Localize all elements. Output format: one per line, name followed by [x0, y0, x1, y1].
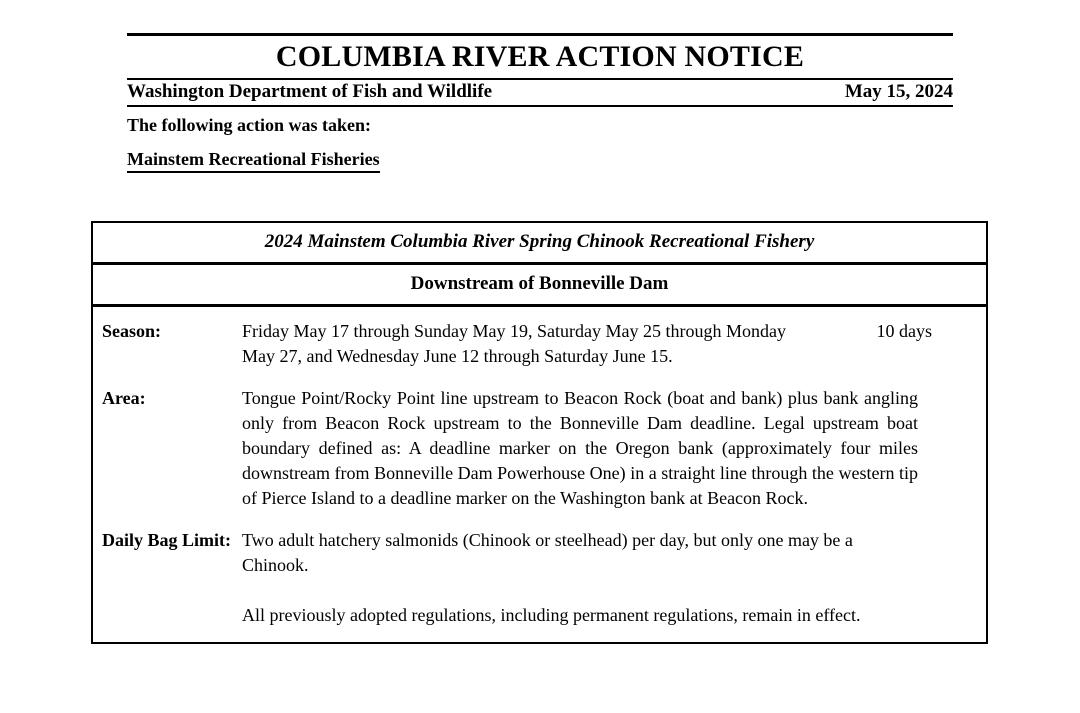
intro-block [127, 113, 953, 173]
notice-date: May 15, 2024 [844, 81, 953, 102]
agency-name: Washington Department of Fish and Wildlife [127, 81, 493, 102]
fishery-table [91, 221, 988, 644]
row-value-daily-bag-limit [242, 528, 986, 628]
regulations-note-text: All previously adopted regulations, including permanent regulations, remain in effect. [242, 605, 861, 625]
season-text: Friday May 17 through Sunday May 19, Saturday May 25 through Monday May 27, and Wednesday June 12 through Saturday June 15. [242, 321, 786, 366]
row-label-daily-bag-limit: Daily Bag Limit: [102, 530, 231, 550]
bag-limit-text: Two adult hatchery salmonids (Chinook or steelhead) per day, but only one may be a Chinook. [242, 530, 853, 575]
area-text: Tongue Point/Rocky Point line upstream to Beacon Rock (boat and bank) plus bank angling only from Beacon Rock upstream to the Bonneville Dam deadline. Legal upstream boat boundary defined as: A deadline marker on the Oregon bank (approximately four miles downstream from Bonneville Dam Powerhouse One) in a straight line through the western tip of Pierce Island to a deadline marker on the Washington bank at Beacon Rock. [242, 388, 918, 508]
row-value-season [242, 319, 986, 369]
page-title: COLUMBIA RIVER ACTION NOTICE [275, 40, 805, 73]
masthead [127, 33, 953, 107]
table-header-secondary: Downstream of Bonneville Dam [93, 265, 986, 307]
masthead-bottom-rule [127, 105, 953, 107]
masthead-agency-line [127, 80, 953, 105]
row-label-area: Area: [102, 388, 146, 408]
section-heading-mainstem-recreational-fisheries: Mainstem Recreational Fisheries [127, 147, 380, 173]
row-label-season: Season: [102, 321, 162, 341]
row-value-area [242, 386, 986, 511]
table-row [93, 369, 986, 511]
table-header-primary: 2024 Mainstem Columbia River Spring Chinook Recreational Fishery [93, 223, 986, 265]
table-row [93, 511, 986, 642]
table-row [93, 307, 986, 369]
intro-lead-text: The following action was taken: [127, 115, 372, 135]
season-duration-badge: 10 days [876, 321, 932, 341]
table-body [93, 307, 986, 642]
